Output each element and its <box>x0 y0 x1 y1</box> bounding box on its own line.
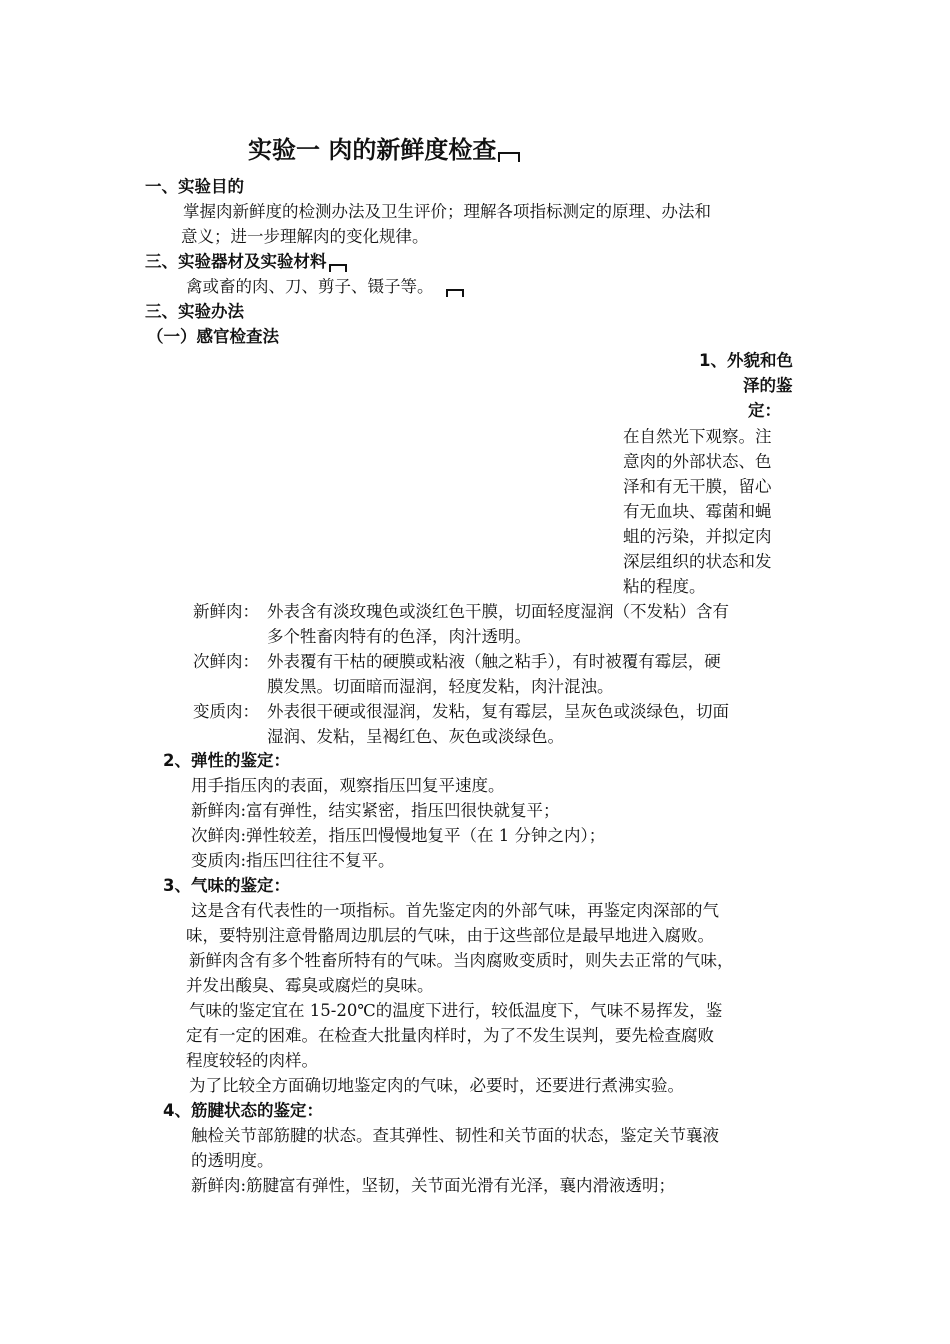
odor-text-3: 新鲜肉含有多个牲畜所特有的气味。当肉腐败变质时，则失去正常的气味， <box>189 951 734 970</box>
appearance-heading-1: 1、外貌和色 <box>699 351 793 370</box>
elasticity-text-3: 次鲜肉:弹性较差，指压凹慢慢地复平（在 1 分钟之内）； <box>191 826 606 845</box>
second-fresh-text-1: 外表覆有干枯的硬膜或粘液（触之粘手），有时被覆有霉层，硬 <box>267 652 721 671</box>
section-heading-materials <box>145 251 347 273</box>
materials-heading-text: 三、实验器材及实验材料 <box>145 252 327 271</box>
section-heading-purpose: 一、实验目的 <box>145 177 244 196</box>
spoiled-text-1: 外表很干硬或很湿润，发粘，复有霉层，呈灰色或淡绿色，切面 <box>267 702 729 721</box>
appearance-body-line: 有无血块、霉菌和蝇 <box>623 502 772 521</box>
appearance-body-line: 蛆的污染，并拟定肉 <box>623 527 772 546</box>
section-heading-methods: 三、实验办法 <box>145 302 244 321</box>
appearance-heading-3: 定： <box>748 401 781 420</box>
purpose-text-1: 掌握肉新鲜度的检测办法及卫生评价；理解各项指标测定的原理、办法和 <box>183 202 711 221</box>
revision-mark-icon <box>498 152 520 162</box>
odor-text-8: 为了比较全方面确切地鉴定肉的气味，必要时，还要进行煮沸实验。 <box>189 1076 684 1095</box>
appearance-body-line: 深层组织的状态和发 <box>623 552 772 571</box>
subsection-heading-sensory: （一）感官检查法 <box>147 327 279 346</box>
appearance-body-line: 在自然光下观察。注 <box>623 427 772 446</box>
odor-text-2: 味，要特别注意骨骼周边肌层的气味，由于这些部位是最早地进入腐败。 <box>186 926 714 945</box>
purpose-text-2: 意义；进一步理解肉的变化规律。 <box>181 227 429 246</box>
odor-text-1: 这是含有代表性的一项指标。首先鉴定肉的外部气味，再鉴定肉深部的气 <box>191 901 719 920</box>
fresh-text-1: 外表含有淡玫瑰色或淡红色干膜，切面轻度湿润（不发粘）含有 <box>267 602 729 621</box>
odor-text-7: 程度较轻的肉样。 <box>186 1051 318 1070</box>
title-text: 实验一 肉的新鲜度检查 <box>248 136 497 164</box>
second-fresh-text-2: 膜发黑。切面暗而湿润，轻度发粘，肉汁混浊。 <box>267 677 614 696</box>
appearance-body-line: 泽和有无干膜，留心 <box>623 477 772 496</box>
revision-mark-icon <box>329 264 347 272</box>
materials-text <box>186 276 464 298</box>
spoiled-text-2: 湿润、发粘，呈褐红色、灰色或淡绿色。 <box>267 727 564 746</box>
tendon-text-2: 的透明度。 <box>191 1151 274 1170</box>
fresh-text-2: 多个牲畜肉特有的色泽，肉汁透明。 <box>267 627 531 646</box>
revision-mark-icon <box>446 289 464 297</box>
materials-body-text: 禽或畜的肉、刀、剪子、镊子等。 <box>186 277 434 296</box>
tendon-text-3: 新鲜肉:筋腱富有弹性，坚韧，关节面光滑有光泽，襄内滑液透明； <box>191 1176 676 1195</box>
odor-text-4: 并发出酸臭、霉臭或腐烂的臭味。 <box>186 976 434 995</box>
fresh-label: 新鲜肉： <box>193 602 259 621</box>
odor-text-6: 定有一定的困难。在检查大批量肉样时，为了不发生误判，要先检查腐败 <box>186 1026 714 1045</box>
appearance-body-line: 意肉的外部状态、色 <box>623 452 772 471</box>
elasticity-heading: 2、弹性的鉴定： <box>163 751 290 770</box>
elasticity-text-1: 用手指压肉的表面，观察指压凹复平速度。 <box>191 776 505 795</box>
tendon-heading: 4、筋腱状态的鉴定： <box>163 1101 323 1120</box>
elasticity-text-2: 新鲜肉:富有弹性，结实紧密，指压凹很快就复平； <box>191 801 560 820</box>
spoiled-label: 变质肉： <box>193 702 259 721</box>
appearance-heading-2: 泽的鉴 <box>743 376 793 395</box>
tendon-text-1: 触检关节部筋腱的状态。查其弹性、韧性和关节面的状态，鉴定关节襄液 <box>191 1126 719 1145</box>
elasticity-text-4: 变质肉:指压凹往往不复平。 <box>191 851 395 870</box>
appearance-body-line: 粘的程度。 <box>623 577 706 596</box>
document-title <box>248 134 520 166</box>
odor-text-5: 气味的鉴定宜在 15-20℃的温度下进行，较低温度下，气味不易挥发，鉴 <box>189 1001 723 1020</box>
odor-heading: 3、气味的鉴定： <box>163 876 290 895</box>
second-fresh-label: 次鲜肉： <box>193 652 259 671</box>
